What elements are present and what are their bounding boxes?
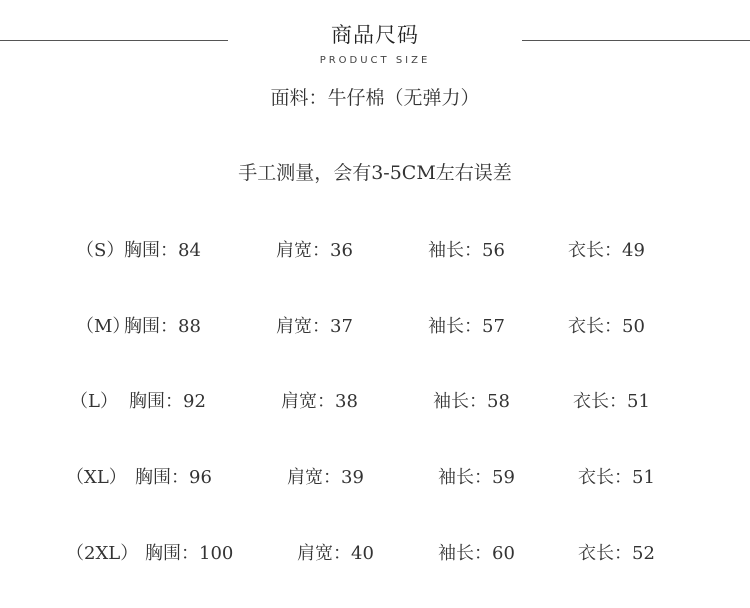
chest-measure: 胸围：92 bbox=[129, 391, 206, 412]
page-title: 商品尺码 bbox=[331, 23, 419, 47]
fabric-material: 面料：牛仔棉（无弹力） bbox=[270, 87, 480, 109]
sleeve-measure: 袖长：59 bbox=[438, 467, 515, 488]
size-label: （M） bbox=[76, 316, 131, 337]
chest-measure: 胸围：84 bbox=[124, 240, 201, 261]
measurement-note: 手工测量，会有3-5CM左右误差 bbox=[238, 162, 512, 184]
size-label: （2XL） bbox=[66, 543, 139, 564]
chest-measure: 胸围：100 bbox=[145, 543, 234, 564]
length-measure: 衣长：51 bbox=[578, 467, 655, 488]
sleeve-measure: 袖长：56 bbox=[428, 240, 505, 261]
shoulder-measure: 肩宽：36 bbox=[276, 240, 353, 261]
sleeve-measure: 袖长：60 bbox=[438, 543, 515, 564]
shoulder-measure: 肩宽：40 bbox=[297, 543, 374, 564]
chest-measure: 胸围：88 bbox=[124, 316, 201, 337]
shoulder-measure: 肩宽：38 bbox=[281, 391, 358, 412]
shoulder-measure: 肩宽：37 bbox=[276, 316, 353, 337]
sleeve-measure: 袖长：58 bbox=[433, 391, 510, 412]
page-subtitle: PRODUCT SIZE bbox=[319, 55, 431, 66]
length-measure: 衣长：51 bbox=[573, 391, 650, 412]
size-label: （L） bbox=[70, 391, 118, 412]
shoulder-measure: 肩宽：39 bbox=[287, 467, 364, 488]
chest-measure: 胸围：96 bbox=[135, 467, 212, 488]
length-measure: 衣长：52 bbox=[578, 543, 655, 564]
length-measure: 衣长：49 bbox=[568, 240, 645, 261]
length-measure: 衣长：50 bbox=[568, 316, 645, 337]
sleeve-measure: 袖长：57 bbox=[428, 316, 505, 337]
size-label: （XL） bbox=[66, 467, 127, 488]
size-label: （S） bbox=[76, 240, 125, 261]
